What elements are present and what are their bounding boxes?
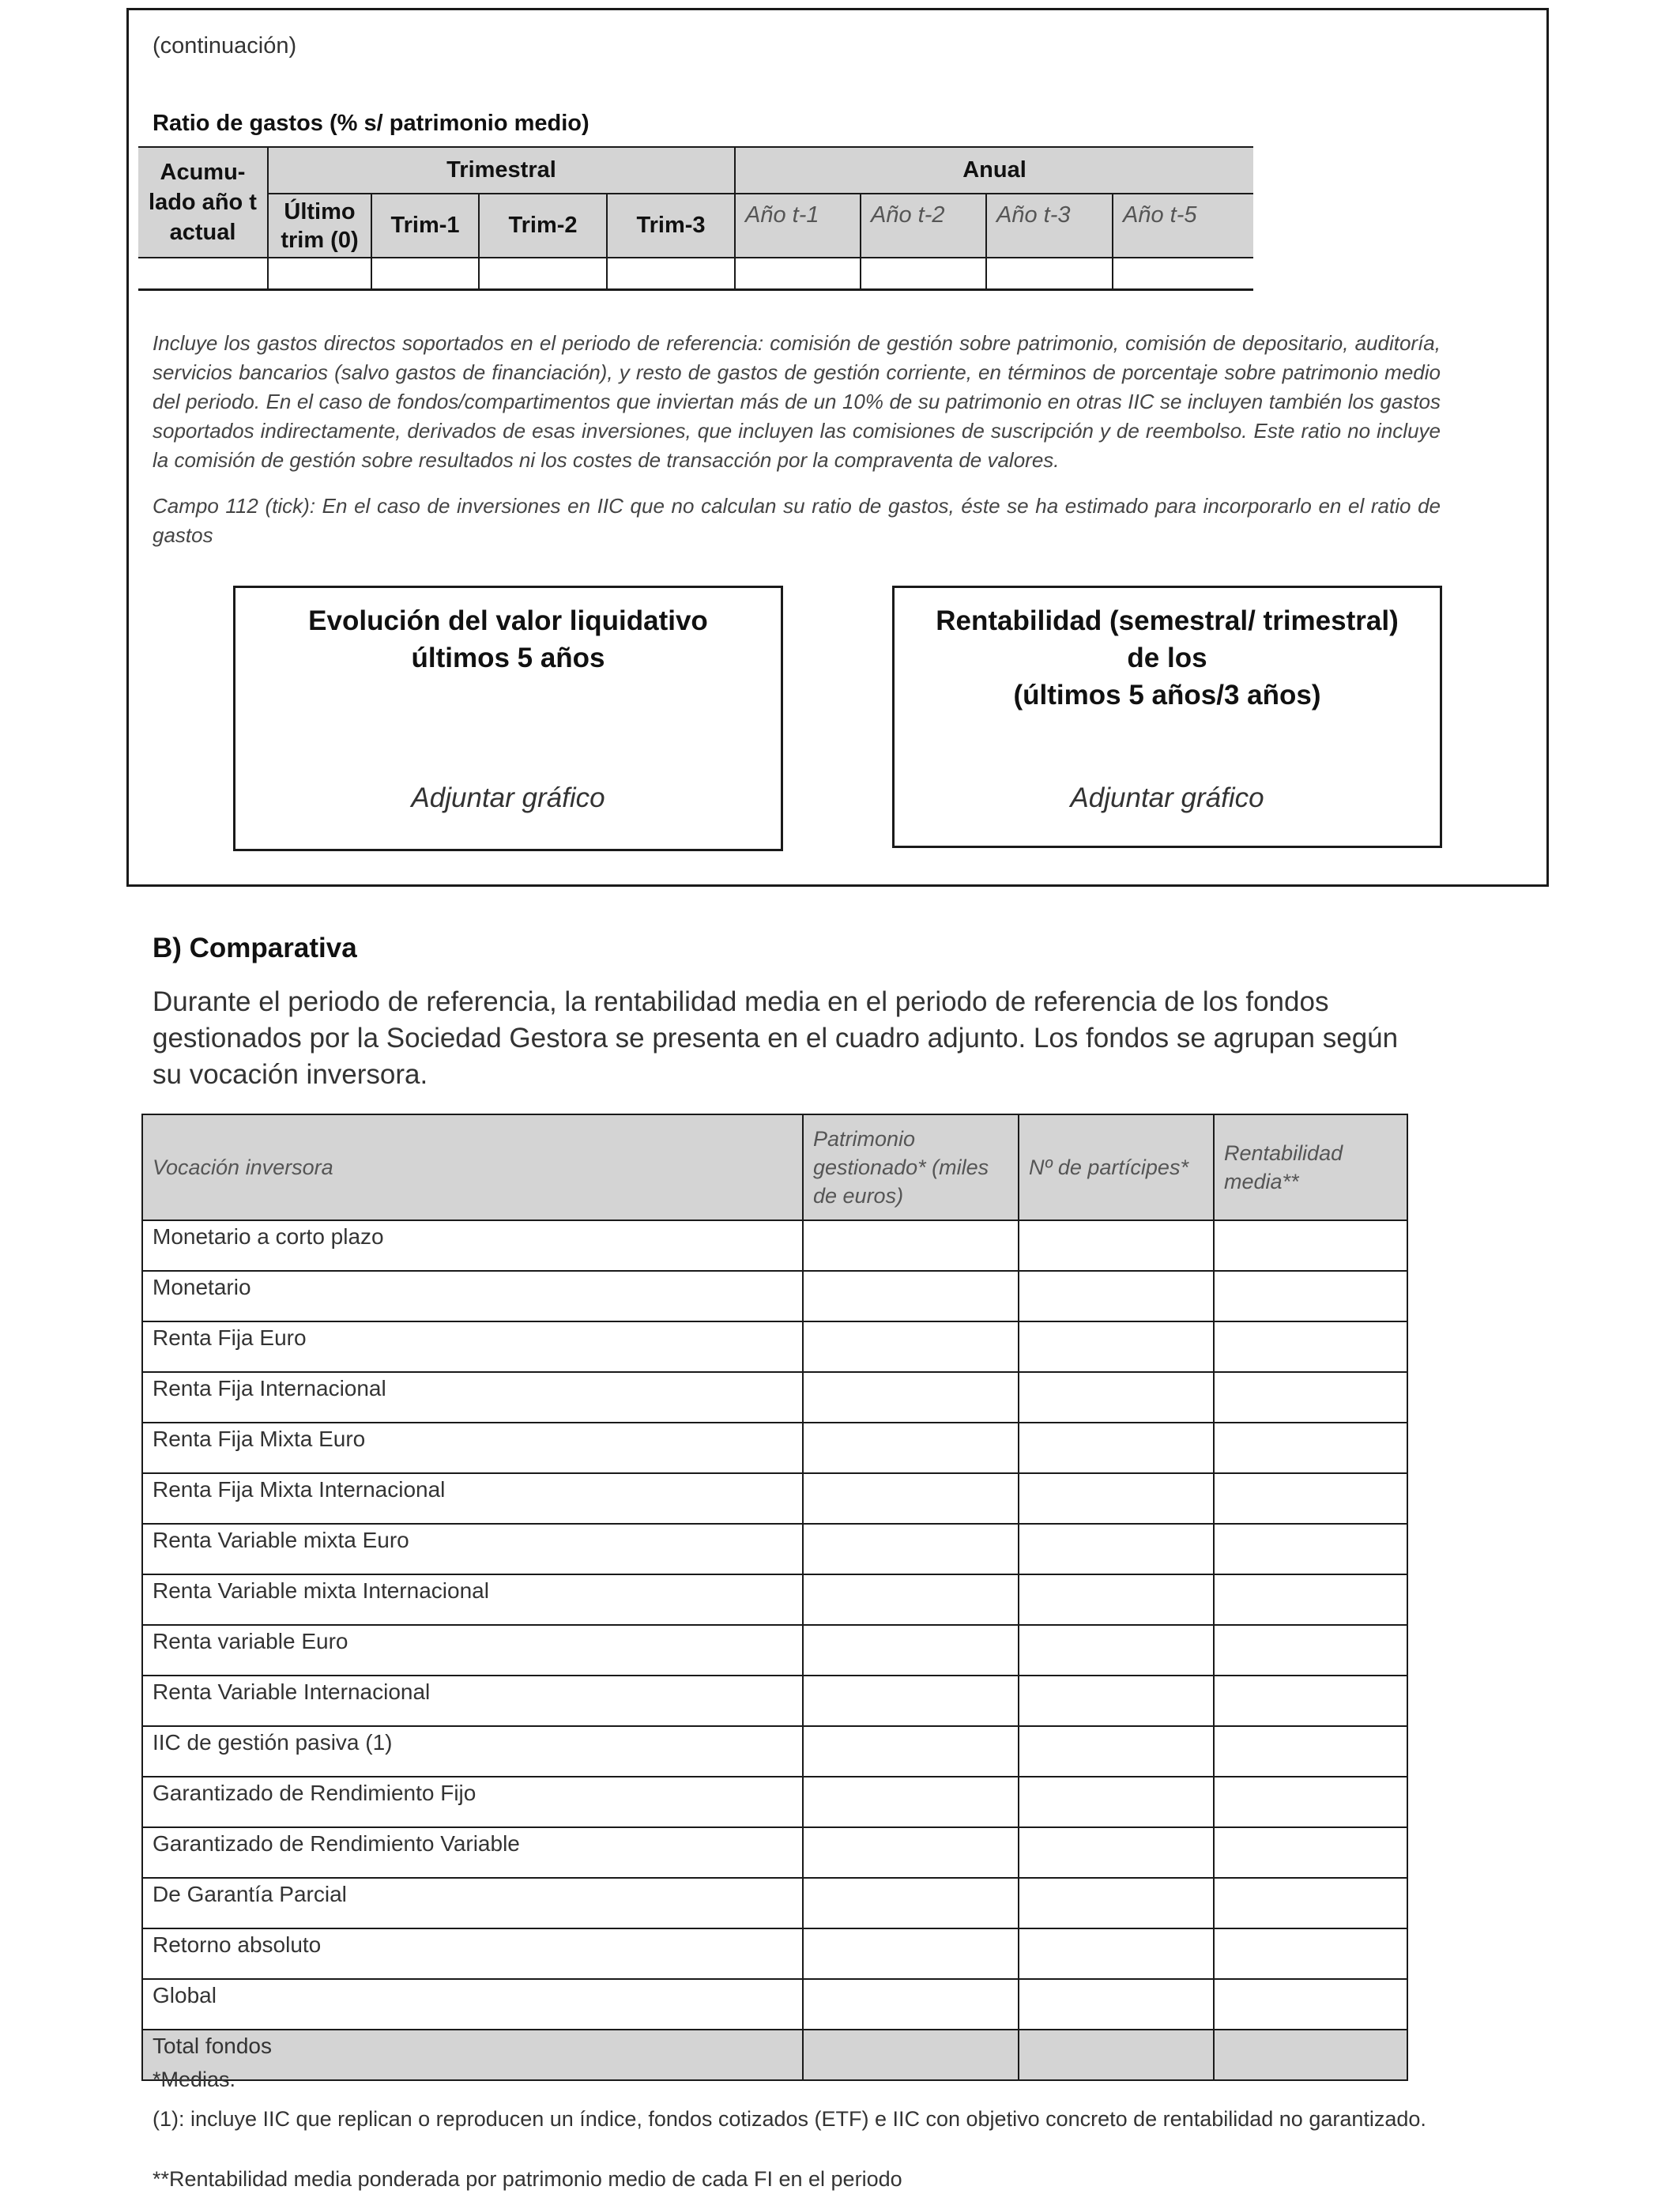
rentabilidad-cell[interactable] xyxy=(1214,1473,1407,1524)
header-trimestral: Trimestral xyxy=(268,147,735,194)
section-b-title: B) Comparativa xyxy=(153,933,357,963)
patrimonio-cell[interactable] xyxy=(803,1777,1019,1827)
participes-cell[interactable] xyxy=(1019,1423,1214,1473)
vocacion-label: Retorno absoluto xyxy=(142,1928,803,1979)
rentabilidad-cell[interactable] xyxy=(1214,1827,1407,1878)
table-row xyxy=(142,1473,1407,1524)
graph-title-line: Rentabilidad (semestral/ trimestral) xyxy=(936,605,1399,636)
patrimonio-cell[interactable] xyxy=(803,1220,1019,1271)
patrimonio-cell[interactable] xyxy=(803,1473,1019,1524)
table-row xyxy=(142,1524,1407,1574)
patrimonio-cell[interactable] xyxy=(803,1827,1019,1878)
value-trim-3[interactable] xyxy=(607,258,735,290)
table-row xyxy=(142,1372,1407,1423)
vocacion-label: Renta Fija Internacional xyxy=(142,1372,803,1423)
column-header: Rentabilidad media** xyxy=(1214,1114,1407,1220)
table-row xyxy=(142,1979,1407,2030)
campo-112-note: Campo 112 (tick): En el caso de inversiones en IIC que no calculan su ratio de gastos, éste se ha estimado para incorporarlo en el ratio de gastos xyxy=(153,494,1441,547)
patrimonio-cell[interactable] xyxy=(803,1271,1019,1321)
vocacion-label: Global xyxy=(142,1979,803,2030)
participes-cell[interactable] xyxy=(1019,1321,1214,1372)
graph-title-line: (últimos 5 años/3 años) xyxy=(1013,680,1321,711)
value-ano-t3[interactable] xyxy=(986,258,1113,290)
table-row xyxy=(142,1625,1407,1676)
header-ano-t3: Año t-3 xyxy=(986,194,1113,258)
participes-cell[interactable] xyxy=(1019,1524,1214,1574)
vocacion-label: Total fondos xyxy=(142,2030,803,2080)
participes-cell[interactable] xyxy=(1019,1372,1214,1423)
patrimonio-cell[interactable] xyxy=(803,1726,1019,1777)
rentabilidad-cell[interactable] xyxy=(1214,1321,1407,1372)
header-trim-1: Trim-1 xyxy=(371,194,479,258)
vocacion-label: Renta variable Euro xyxy=(142,1625,803,1676)
table-header-row xyxy=(142,1114,1407,1220)
value-ultimo-trim[interactable] xyxy=(268,258,371,290)
graph-title-line: de los xyxy=(1127,643,1207,673)
column-header: Vocación inversora xyxy=(142,1114,803,1220)
value-acumulado[interactable] xyxy=(138,258,268,290)
vocacion-label: Renta Fija Euro xyxy=(142,1321,803,1372)
participes-cell[interactable] xyxy=(1019,1827,1214,1878)
participes-cell[interactable] xyxy=(1019,1979,1214,2030)
table-row xyxy=(142,1878,1407,1928)
rentabilidad-cell[interactable] xyxy=(1214,1676,1407,1726)
rentabilidad-cell[interactable] xyxy=(1214,1524,1407,1574)
vocacion-label: IIC de gestión pasiva (1) xyxy=(142,1726,803,1777)
patrimonio-cell[interactable] xyxy=(803,1878,1019,1928)
continuation-label: (continuación) xyxy=(153,33,297,58)
patrimonio-cell[interactable] xyxy=(803,1979,1019,2030)
patrimonio-cell[interactable] xyxy=(803,1676,1019,1726)
patrimonio-cell[interactable] xyxy=(803,1372,1019,1423)
header-ano-t2: Año t-2 xyxy=(861,194,986,258)
footnote-rentabilidad: **Rentabilidad media ponderada por patrimonio medio de cada FI en el periodo xyxy=(153,2167,902,2191)
column-header: Patrimonio gestionado* (miles de euros) xyxy=(803,1114,1019,1220)
graph-box-valor-liquidativo xyxy=(233,586,783,851)
patrimonio-cell[interactable] xyxy=(803,1524,1019,1574)
rentabilidad-cell[interactable] xyxy=(1214,1878,1407,1928)
participes-cell[interactable] xyxy=(1019,1928,1214,1979)
header-ano-t5: Año t-5 xyxy=(1113,194,1253,258)
value-ano-t5[interactable] xyxy=(1113,258,1253,290)
value-ano-t1[interactable] xyxy=(735,258,861,290)
graph-box-title xyxy=(235,602,781,677)
vocacion-label: Renta Variable mixta Internacional xyxy=(142,1574,803,1625)
participes-cell[interactable] xyxy=(1019,1726,1214,1777)
rentabilidad-cell[interactable] xyxy=(1214,1372,1407,1423)
participes-cell[interactable] xyxy=(1019,1473,1214,1524)
header-trim-3: Trim-3 xyxy=(607,194,735,258)
attach-graph-placeholder[interactable]: Adjuntar gráfico xyxy=(1070,782,1264,813)
vocacion-label: Garantizado de Rendimiento Fijo xyxy=(142,1777,803,1827)
rentabilidad-cell[interactable] xyxy=(1214,1625,1407,1676)
section-b-intro: Durante el periodo de referencia, la rentabilidad media en el periodo de referencia de los fondos gestionados por la Sociedad Gestora se presenta en el cuadro adjunto. Los fondos se agrupan según su vocación inversora. xyxy=(153,986,1399,1090)
patrimonio-cell[interactable] xyxy=(803,1928,1019,1979)
table-row xyxy=(142,1321,1407,1372)
rentabilidad-cell[interactable] xyxy=(1214,1423,1407,1473)
rentabilidad-cell[interactable] xyxy=(1214,1574,1407,1625)
table-row xyxy=(142,1271,1407,1321)
footnote-1: (1): incluye IIC que replican o reproducen un índice, fondos cotizados (ETF) e IIC con objetivo concreto de rentabilidad no garantizado. xyxy=(153,2107,1426,2131)
value-ano-t2[interactable] xyxy=(861,258,986,290)
rentabilidad-cell[interactable] xyxy=(1214,1726,1407,1777)
attach-graph-placeholder[interactable]: Adjuntar gráfico xyxy=(411,782,605,813)
vocacion-label: Monetario a corto plazo xyxy=(142,1220,803,1271)
rentabilidad-cell[interactable] xyxy=(1214,1271,1407,1321)
participes-cell[interactable] xyxy=(1019,1220,1214,1271)
patrimonio-cell[interactable] xyxy=(803,1423,1019,1473)
table-row xyxy=(142,1423,1407,1473)
table-row xyxy=(142,1928,1407,1979)
column-header: Nº de partícipes* xyxy=(1019,1114,1214,1220)
vocacion-label: Renta Variable Internacional xyxy=(142,1676,803,1726)
ratio-gastos-title: Ratio de gastos (% s/ patrimonio medio) xyxy=(153,111,590,136)
patrimonio-cell[interactable] xyxy=(803,1625,1019,1676)
vocacion-label: Garantizado de Rendimiento Variable xyxy=(142,1827,803,1878)
rentabilidad-cell[interactable] xyxy=(1214,1220,1407,1271)
graph-box-title xyxy=(895,602,1440,714)
table-row xyxy=(142,1676,1407,1726)
header-acumulado: Acumu- lado año t actual xyxy=(138,147,268,258)
patrimonio-cell[interactable] xyxy=(803,1321,1019,1372)
participes-cell[interactable] xyxy=(1019,1574,1214,1625)
vocacion-label: Monetario xyxy=(142,1271,803,1321)
value-trim-1[interactable] xyxy=(371,258,479,290)
graph-title-line: Evolución del valor liquidativo xyxy=(308,605,708,636)
rentabilidad-cell[interactable] xyxy=(1214,1777,1407,1827)
participes-cell[interactable] xyxy=(1019,1777,1214,1827)
comparativa-table xyxy=(141,1114,1408,2081)
graph-title-line: últimos 5 años xyxy=(411,643,605,673)
ratio-gastos-table xyxy=(138,146,1253,291)
participes-cell[interactable] xyxy=(1019,1878,1214,1928)
table-row xyxy=(142,1827,1407,1878)
value-trim-2[interactable] xyxy=(479,258,607,290)
participes-cell[interactable] xyxy=(1019,1676,1214,1726)
rentabilidad-cell[interactable] xyxy=(1214,1979,1407,2030)
vocacion-label: Renta Variable mixta Euro xyxy=(142,1524,803,1574)
header-trim-2: Trim-2 xyxy=(479,194,607,258)
table-row xyxy=(142,1777,1407,1827)
rentabilidad-cell[interactable] xyxy=(1214,1928,1407,1979)
patrimonio-cell[interactable] xyxy=(803,1574,1019,1625)
table-row xyxy=(142,1726,1407,1777)
ratio-gastos-note: Incluye los gastos directos soportados en el periodo de referencia: comisión de gestión sobre patrimonio, comisión de depositario, auditoría, servicios bancarios (salvo gastos de financiación), y resto de gastos de gestión corriente, en términos de porcentaje sobre patrimonio medio del periodo. En el caso de fondos/compartimentos que inviertan más de un 10% de su patrimonio en otras IIC se incluyen también los gastos soportados indirectamente, derivados de esas inversiones, que incluyen las comisiones de suscripción y de reembolso. Este ratio no incluye la comisión de gestión sobre resultados ni los costes de transacción por la compraventa de valores. xyxy=(153,331,1441,472)
header-anual: Anual xyxy=(735,147,1253,194)
vocacion-label: Renta Fija Mixta Internacional xyxy=(142,1473,803,1524)
table-row xyxy=(142,1220,1407,1271)
participes-cell[interactable] xyxy=(1019,1625,1214,1676)
vocacion-label: Renta Fija Mixta Euro xyxy=(142,1423,803,1473)
header-ano-t1: Año t-1 xyxy=(735,194,861,258)
graph-box-rentabilidad xyxy=(892,586,1442,848)
footnote-medias: *Medias. xyxy=(153,2068,236,2091)
table-row xyxy=(142,1574,1407,1625)
vocacion-label: De Garantía Parcial xyxy=(142,1878,803,1928)
participes-cell[interactable] xyxy=(1019,1271,1214,1321)
header-ultimo-trim: Último trim (0) xyxy=(268,194,371,258)
